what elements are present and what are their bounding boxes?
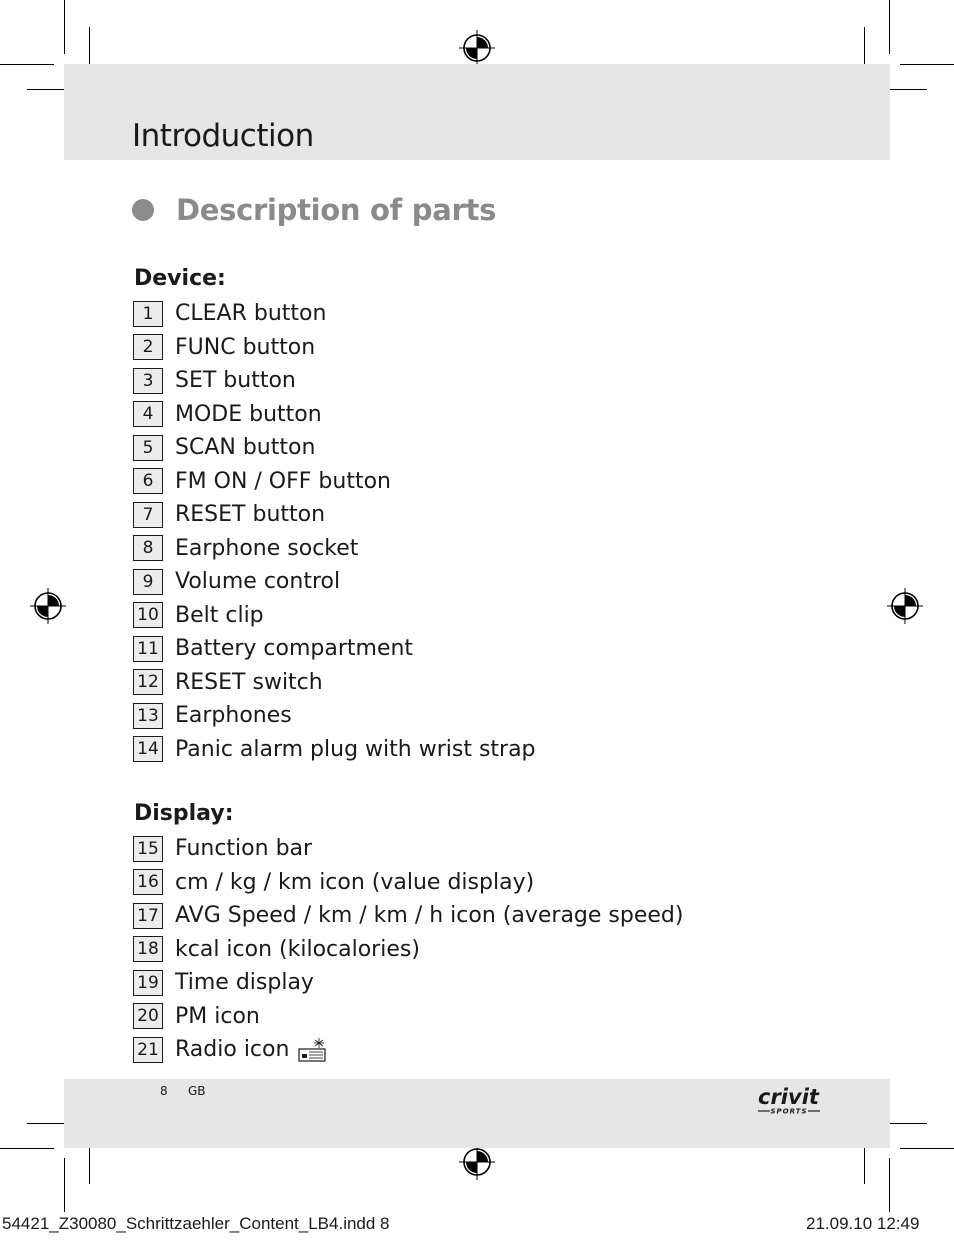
bullet-icon [132,199,154,221]
registration-mark-icon [30,588,66,624]
list-item [133,364,536,398]
part-number-box: 9 [133,569,163,595]
part-number-box: 17 [133,903,163,929]
section-title: Description of parts [176,193,497,227]
part-label: kcal icon (kilocalories) [175,936,420,962]
list-item [133,666,536,700]
list-item [133,431,536,465]
part-label: Radio icon [175,1037,290,1063]
list-item [133,532,536,566]
list-item [133,297,536,331]
list-item [133,498,536,532]
list-item [133,1000,683,1034]
part-label: Earphones [175,703,292,729]
list-item [133,465,536,499]
part-number-box: 2 [133,334,163,360]
list-item [133,866,683,900]
part-number-box: 21 [133,1037,163,1063]
part-number-box: 13 [133,703,163,729]
part-number-box: 14 [133,736,163,762]
radio-icon [297,1037,327,1063]
file-slug: 54421_Z30080_Schrittzaehler_Content_LB4.indd 8 [2,1214,390,1233]
part-label: Belt clip [175,602,264,628]
part-number-box: 4 [133,401,163,427]
part-label: Panic alarm plug with wrist strap [175,736,536,762]
list-item [133,899,683,933]
list-item [133,565,536,599]
part-number-box: 7 [133,502,163,528]
list-item [133,632,536,666]
part-label: CLEAR button [175,301,327,327]
part-number-box: 8 [133,535,163,561]
part-label: PM icon [175,1003,260,1029]
part-label: Time display [175,970,314,996]
part-number-box: 16 [133,869,163,895]
part-number-box: 11 [133,636,163,662]
date-slug: 21.09.10 12:49 [806,1214,920,1233]
part-label: SET button [175,368,296,394]
list-item [133,933,683,967]
crop-mark [0,1148,54,1149]
registration-mark-icon [887,588,923,624]
part-number-box: 19 [133,970,163,996]
crivit-sports-logo [756,1082,822,1116]
part-label: RESET switch [175,669,323,695]
part-label: RESET button [175,502,326,528]
part-label: FUNC button [175,334,316,360]
part-number-box: 1 [133,301,163,327]
crop-mark [64,1158,65,1212]
part-number-box: 3 [133,368,163,394]
section-heading [132,193,496,227]
part-number-box: 10 [133,602,163,628]
logo-sub-text: SPORTS [770,1107,808,1116]
display-parts-list [133,832,683,1067]
list-item [133,398,536,432]
part-label: Battery compartment [175,636,414,662]
registration-mark-icon [459,30,495,66]
logo-brand-text: crivit [758,1085,819,1109]
crop-mark [889,1158,890,1212]
page-title: Introduction [132,118,314,154]
part-number-box: 18 [133,936,163,962]
device-parts-list [133,297,536,766]
crop-mark [900,1148,954,1149]
list-item [133,699,536,733]
crop-mark [64,0,65,54]
registration-mark-icon [459,1144,495,1180]
part-number-box: 12 [133,669,163,695]
page-number: 8 [160,1084,168,1098]
crop-mark [900,64,954,65]
list-item [133,1033,683,1067]
display-label: Display: [134,801,234,826]
device-label: Device: [134,266,226,291]
part-label: cm / kg / km icon (value display) [175,869,535,895]
language-code: GB [188,1084,206,1098]
list-item [133,599,536,633]
part-label: MODE button [175,401,322,427]
part-number-box: 5 [133,435,163,461]
list-item [133,733,536,767]
part-label: Volume control [175,569,341,595]
list-item [133,966,683,1000]
crop-mark [0,64,54,65]
part-number-box: 20 [133,1003,163,1029]
part-label: AVG Speed / km / km / h icon (average speed) [175,903,684,929]
list-item [133,331,536,365]
part-label: SCAN button [175,435,316,461]
part-number-box: 15 [133,836,163,862]
part-label: Function bar [175,836,313,862]
crop-mark [889,0,890,54]
part-label: Earphone socket [175,535,359,561]
part-label: FM ON / OFF button [175,468,391,494]
list-item [133,832,683,866]
part-number-box: 6 [133,468,163,494]
